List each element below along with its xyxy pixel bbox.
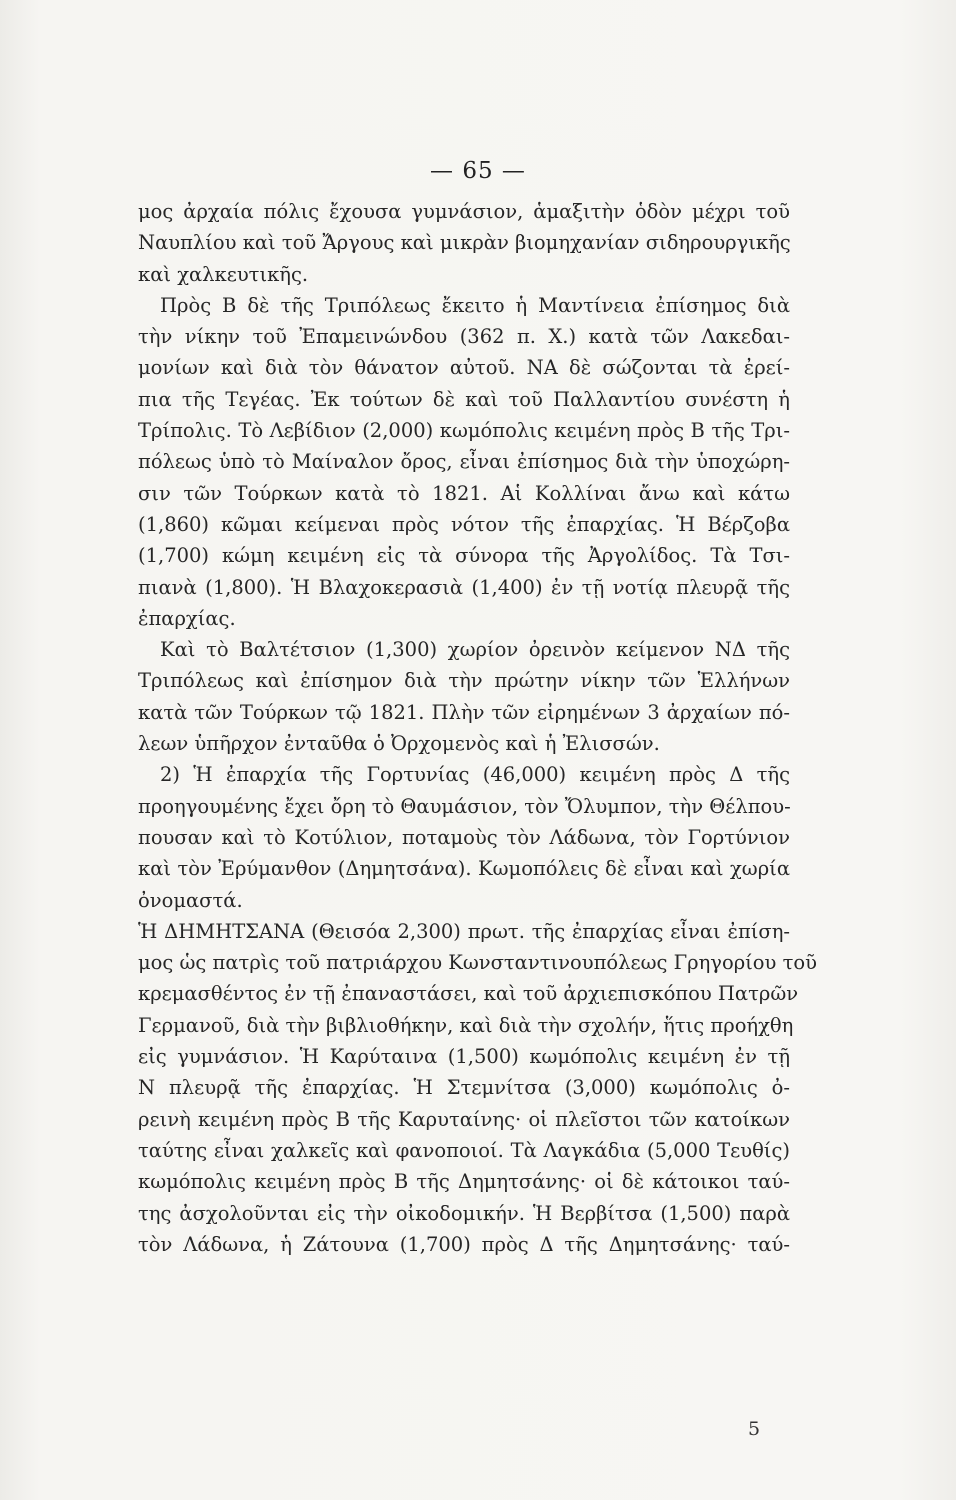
text-line: μος ἀρχαία πόλις ἔχουσα γυμνάσιον, ἁμαξιτὴν ὁδὸν μέχρι τοῦ xyxy=(138,200,790,223)
text-line: Τριπόλεως καὶ ἐπίσημον διὰ τὴν πρώτην νίκην τῶν Ἑλλήνων xyxy=(138,669,790,693)
text-line: τὸν Λάδωνα, ἡ Ζάτουνα (1,700) πρὸς Δ τῆς Δημητσάνης· ταύ- xyxy=(138,1232,790,1256)
text-line: Ναυπλίου καὶ τοῦ Ἄργους καὶ μικρὰν βιομηχανίαν σιδηρουργικῆς xyxy=(138,231,791,255)
text-line: Πρὸς Β δὲ τῆς Τριπόλεως ἔκειτο ἡ Μαντίνεια ἐπίσημος διὰ xyxy=(160,293,790,317)
text-line: καὶ χαλκευτικῆς. xyxy=(138,262,309,286)
text-line: 2) Ἡ ἐπαρχία τῆς Γορτυνίας (46,000) κειμένη πρὸς Δ τῆς xyxy=(160,763,790,787)
text-line: μος ὡς πατρὶς τοῦ πατριάρχου Κωνσταντινουπόλεως Γρηγορίου τοῦ xyxy=(138,951,817,975)
text-line: κατὰ τῶν Τούρκων τῷ 1821. Πλὴν τῶν εἰρημένων 3 ἀρχαίων πό- xyxy=(138,700,790,724)
text-line: εἰς γυμνάσιον. Ἡ Καρύταινα (1,500) κωμόπολις κειμένη ἐν τῇ xyxy=(138,1045,790,1069)
text-line: ὀνομαστά. xyxy=(138,888,243,912)
text-line: σιν τῶν Τούρκων κατὰ τὸ 1821. Αἱ Κολλίναι ἄνω καὶ κάτω xyxy=(138,481,790,505)
page-number: — 65 — xyxy=(430,158,526,184)
text-line: μονίων καὶ διὰ τὸν θάνατον αὐτοῦ. ΝΑ δὲ σώζονται τὰ ἐρεί- xyxy=(138,356,790,380)
text-line: λεων ὑπῆρχον ἐνταῦθα ὁ Ὀρχομενὸς καὶ ἡ Ἐλισσών. xyxy=(138,732,660,756)
text-line: Ν πλευρᾷ τῆς ἐπαρχίας. Ἡ Στεμνίτσα (3,000) κωμόπολις ὀ- xyxy=(138,1076,790,1100)
text-line: Τρίπολις. Τὸ Λεβίδιον (2,000) κωμόπολις κειμένη πρὸς Β τῆς Τρι- xyxy=(138,419,790,443)
text-line: πιανὰ (1,800). Ἡ Βλαχοκερασιὰ (1,400) ἐν τῇ νοτίᾳ πλευρᾷ τῆς xyxy=(138,575,790,599)
text-line: καὶ τὸν Ἐρύμανθον (Δημητσάνα). Κωμοπόλεις δὲ εἶναι καὶ χωρία xyxy=(138,857,790,881)
text-line: της ἀσχολοῦνται εἰς τὴν οἰκοδομικήν. Ἡ Βερβίτσα (1,500) παρὰ xyxy=(138,1201,790,1225)
text-line: πια τῆς Τεγέας. Ἐκ τούτων δὲ καὶ τοῦ Παλλαντίου συνέστη ἡ xyxy=(138,387,790,411)
text-line: κωμόπολις κειμένη πρὸς Β τῆς Δημητσάνης· οἱ δὲ κάτοικοι ταύ- xyxy=(138,1170,790,1194)
text-line: Γερμανοῦ, διὰ τὴν βιβλιοθήκην, καὶ διὰ τὴν σχολήν, ἥτις προήχθη xyxy=(138,1013,794,1037)
text-line: (1,860) κῶμαι κείμεναι πρὸς νότον τῆς ἐπαρχίας. Ἡ Βέρζοβα xyxy=(138,512,790,536)
text-line: Καὶ τὸ Βαλτέτσιον (1,300) χωρίον ὀρεινὸν κείμενον ΝΔ τῆς xyxy=(160,638,790,662)
text-line: ταύτης εἶναι χαλκεῖς καὶ φανοποιοί. Τὰ Λαγκάδια (5,000 Τευθίς) xyxy=(138,1138,790,1162)
text-line: ρεινὴ κειμένη πρὸς Β τῆς Καρυταίνης· οἱ πλεῖστοι τῶν κατοίκων xyxy=(138,1107,790,1131)
text-line: τὴν νίκην τοῦ Ἐπαμεινώνδου (362 π. Χ.) κατὰ τῶν Λακεδαι- xyxy=(138,325,790,349)
body-text xyxy=(138,196,817,1260)
text-line: πόλεως ὑπὸ τὸ Μαίναλον ὄρος, εἶναι ἐπίσημος διὰ τὴν ὑποχώρη- xyxy=(138,450,790,474)
signature-mark: 5 xyxy=(748,1418,761,1440)
text-line: ἐπαρχίας. xyxy=(138,606,236,630)
text-line: (1,700) κώμη κειμένη εἰς τὰ σύνορα τῆς Ἀργολίδος. Τὰ Τσι- xyxy=(138,544,790,568)
text-line: Ἡ ΔΗΜΗΤΣΑΝΑ (Θεισόα 2,300) πρωτ. τῆς ἐπαρχίας εἶναι ἐπίση- xyxy=(138,919,790,943)
text-line: προηγουμένης ἔχει ὄρη τὸ Θαυμάσιον, τὸν Ὄλυμπον, τὴν Θέλπου- xyxy=(138,794,791,818)
text-line: πουσαν καὶ τὸ Κοτύλιον, ποταμοὺς τὸν Λάδωνα, τὸν Γορτύνιον xyxy=(138,825,790,849)
text-line: κρεμασθέντος ἐν τῇ ἐπαναστάσει, καὶ τοῦ ἀρχιεπισκόπου Πατρῶν xyxy=(138,982,799,1006)
